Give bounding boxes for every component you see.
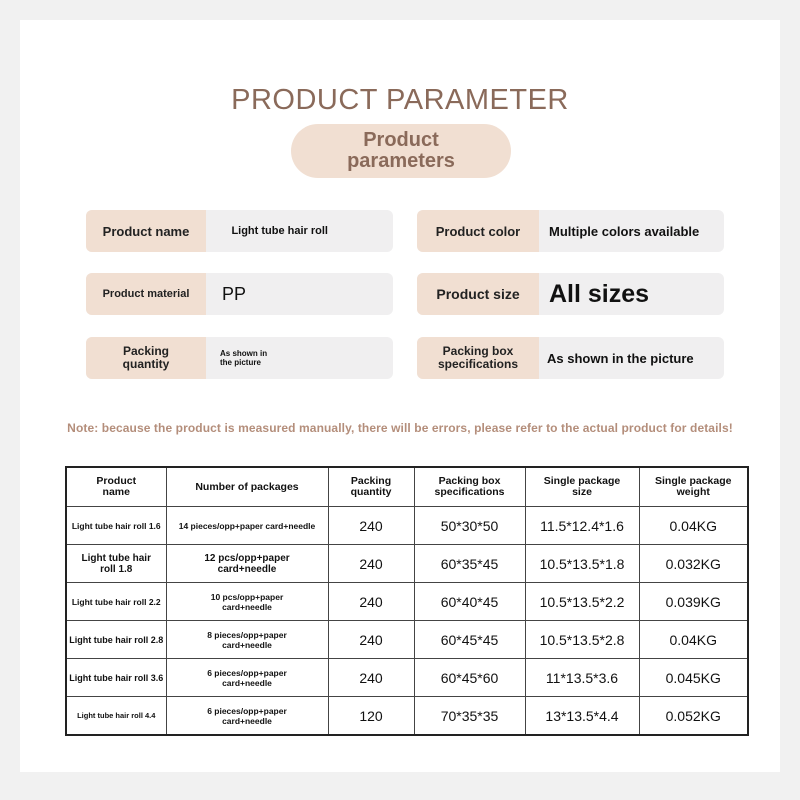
header-number-of-packages: Number of packages — [166, 467, 328, 507]
cell-name: Light tube hair roll 4.4 — [66, 697, 166, 736]
header-single-package-weight: Single package weight — [639, 467, 748, 507]
cell-weight: 0.04KG — [639, 621, 748, 659]
cell-box: 60*35*45 — [414, 545, 525, 583]
param-label: Product name — [86, 210, 206, 252]
table-row — [66, 583, 748, 621]
cell-box: 70*35*35 — [414, 697, 525, 736]
cell-qty: 240 — [328, 659, 414, 697]
header-packing-quantity: Packing quantity — [328, 467, 414, 507]
param-value: PP — [222, 283, 247, 304]
table-row — [66, 659, 748, 697]
header-product-name: Product name — [66, 467, 166, 507]
table-row — [66, 621, 748, 659]
cell-qty: 240 — [328, 583, 414, 621]
cell-qty: 240 — [328, 621, 414, 659]
table-row — [66, 507, 748, 545]
section-pill-title — [291, 124, 511, 178]
cell-packages: 14 pieces/opp+paper card+needle — [166, 507, 328, 545]
cell-box: 60*40*45 — [414, 583, 525, 621]
param-value: Multiple colors available — [549, 223, 700, 239]
param-label: Product size — [417, 273, 539, 315]
cell-packages: 6 pieces/opp+paper card+needle — [166, 697, 328, 736]
param-product-name — [86, 210, 393, 252]
cell-weight: 0.04KG — [639, 507, 748, 545]
header-packing-box: Packing box specifications — [414, 467, 525, 507]
param-label: Product color — [417, 210, 539, 252]
param-value: Light tube hair roll — [231, 224, 328, 237]
cell-qty: 120 — [328, 697, 414, 736]
spec-table — [65, 466, 749, 736]
cell-name: Light tube hair roll 1.6 — [66, 507, 166, 545]
param-product-size — [417, 273, 724, 315]
cell-qty: 240 — [328, 507, 414, 545]
cell-weight: 0.052KG — [639, 697, 748, 736]
cell-qty: 240 — [328, 545, 414, 583]
table-header-row — [66, 467, 748, 507]
cell-name: Light tube hair roll 3.6 — [66, 659, 166, 697]
cell-weight: 0.032KG — [639, 545, 748, 583]
cell-weight: 0.039KG — [639, 583, 748, 621]
cell-size: 11*13.5*3.6 — [525, 659, 639, 697]
cell-name: Light tube hair roll 2.8 — [66, 621, 166, 659]
cell-packages: 8 pieces/opp+paper card+needle — [166, 621, 328, 659]
cell-weight: 0.045KG — [639, 659, 748, 697]
param-product-color — [417, 210, 724, 252]
param-label: Packing box specifications — [417, 337, 539, 379]
param-label: Product material — [86, 273, 206, 315]
cell-packages: 10 pcs/opp+paper card+needle — [166, 583, 328, 621]
page-title: PRODUCT PARAMETER — [231, 84, 569, 116]
cell-box: 60*45*45 — [414, 621, 525, 659]
param-packing-quantity — [86, 337, 393, 379]
param-label: Packing quantity — [86, 337, 206, 379]
param-value: All sizes — [549, 279, 650, 308]
cell-size: 11.5*12.4*1.6 — [525, 507, 639, 545]
table-row — [66, 697, 748, 736]
cell-packages: 12 pcs/opp+paper card+needle — [166, 545, 328, 583]
table-row — [66, 545, 748, 583]
cell-box: 60*45*60 — [414, 659, 525, 697]
header-single-package-size: Single package size — [525, 467, 639, 507]
cell-packages: 6 pieces/opp+paper card+needle — [166, 659, 328, 697]
disclaimer-note: Note: because the product is measured manually, there will be errors, please refer to the actual product for details! — [67, 421, 733, 435]
param-value: As shown in the picture — [547, 350, 694, 366]
param-product-material — [86, 273, 393, 315]
cell-size: 10.5*13.5*2.8 — [525, 621, 639, 659]
param-value: As shown in the picture — [220, 349, 268, 367]
param-packing-box — [417, 337, 724, 379]
cell-size: 10.5*13.5*1.8 — [525, 545, 639, 583]
cell-name: Light tube hair roll 1.8 — [66, 545, 166, 583]
cell-box: 50*30*50 — [414, 507, 525, 545]
cell-size: 13*13.5*4.4 — [525, 697, 639, 736]
section-pill-label: Product parameters — [347, 129, 455, 172]
cell-name: Light tube hair roll 2.2 — [66, 583, 166, 621]
cell-size: 10.5*13.5*2.2 — [525, 583, 639, 621]
